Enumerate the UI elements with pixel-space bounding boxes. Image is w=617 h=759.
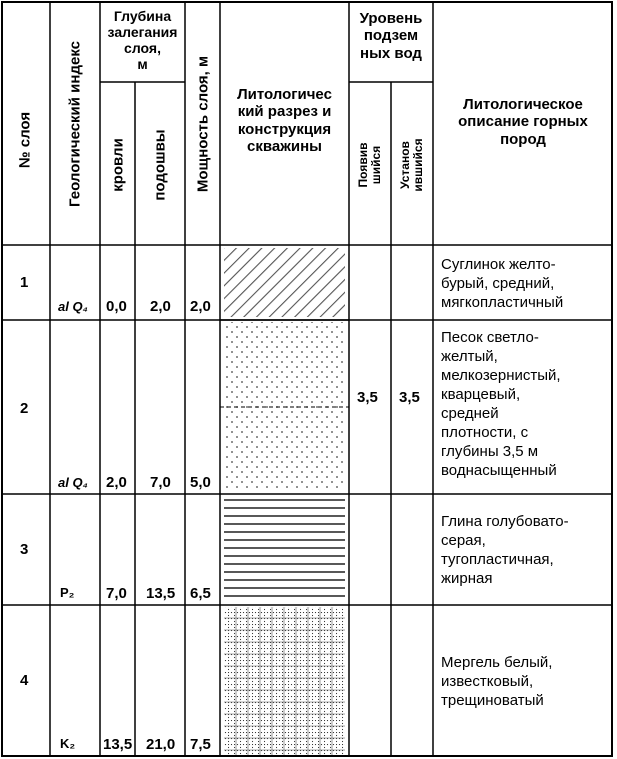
row-1-thickness: 2,0 (190, 298, 211, 315)
row-4-index: K₂ (60, 736, 76, 751)
row-3-description: Глина голубовато- серая, тугопластичная, жирная (441, 513, 569, 587)
pattern-layer-1 (224, 248, 345, 317)
header-litho-desc: Литологическое описание горных пород (458, 96, 588, 148)
row-4-no: 4 (20, 672, 29, 689)
pattern-layer-3 (224, 496, 345, 602)
row-1-top: 0,0 (106, 298, 127, 315)
header-depth-group: Глубина залегания слоя, м (107, 8, 178, 73)
row-3-top: 7,0 (106, 585, 127, 602)
header-depth-bottom: подошвы (151, 129, 169, 201)
row-2-no: 2 (20, 400, 29, 417)
row-1-index: al Q₄ (58, 299, 88, 314)
row-2-description: Песок светло- желтый, мелкозернистый, кварцевый, средней плотности, с глубины 3,5 м воднасыщенный (441, 329, 561, 479)
row-4-description: Мергель белый, известковый, трещиноватый (441, 654, 553, 709)
row-2-top: 2,0 (106, 474, 127, 491)
header-thickness: Мощность слоя, м (194, 55, 212, 193)
row-1-bottom: 2,0 (150, 298, 171, 315)
header-gw-established: Установ ившийся (397, 138, 425, 192)
row-3-bottom: 13,5 (146, 585, 176, 602)
row-2-gw-established: 3,5 (399, 389, 420, 406)
header-litho-section: Литологичес кий разрез и конструкция скважины (237, 86, 332, 155)
row-1-description: Суглинок желто- бурый, средний, мягкопластичный (441, 256, 564, 311)
header-layer-no: № слоя (16, 111, 34, 169)
row-4-top: 13,5 (103, 736, 133, 753)
row-4-thickness: 7,5 (190, 736, 211, 753)
row-2-index: al Q₄ (58, 475, 88, 490)
row-2-thickness: 5,0 (190, 474, 211, 491)
row-3-no: 3 (20, 541, 29, 558)
header-groundwater-group: Уровень подзем ных вод (359, 10, 423, 62)
row-3-thickness: 6,5 (190, 585, 211, 602)
pattern-layer-4 (224, 607, 345, 755)
header-geo-index: Геологический индекс (66, 41, 84, 207)
row-4-bottom: 21,0 (146, 736, 176, 753)
header-depth-top: кровли (109, 138, 127, 192)
row-1-no: 1 (20, 274, 29, 291)
row-3-index: P₂ (60, 585, 75, 600)
header-gw-appeared: Появив шийся (355, 142, 383, 188)
row-2-bottom: 7,0 (150, 474, 171, 491)
row-2-gw-appeared: 3,5 (357, 389, 378, 406)
